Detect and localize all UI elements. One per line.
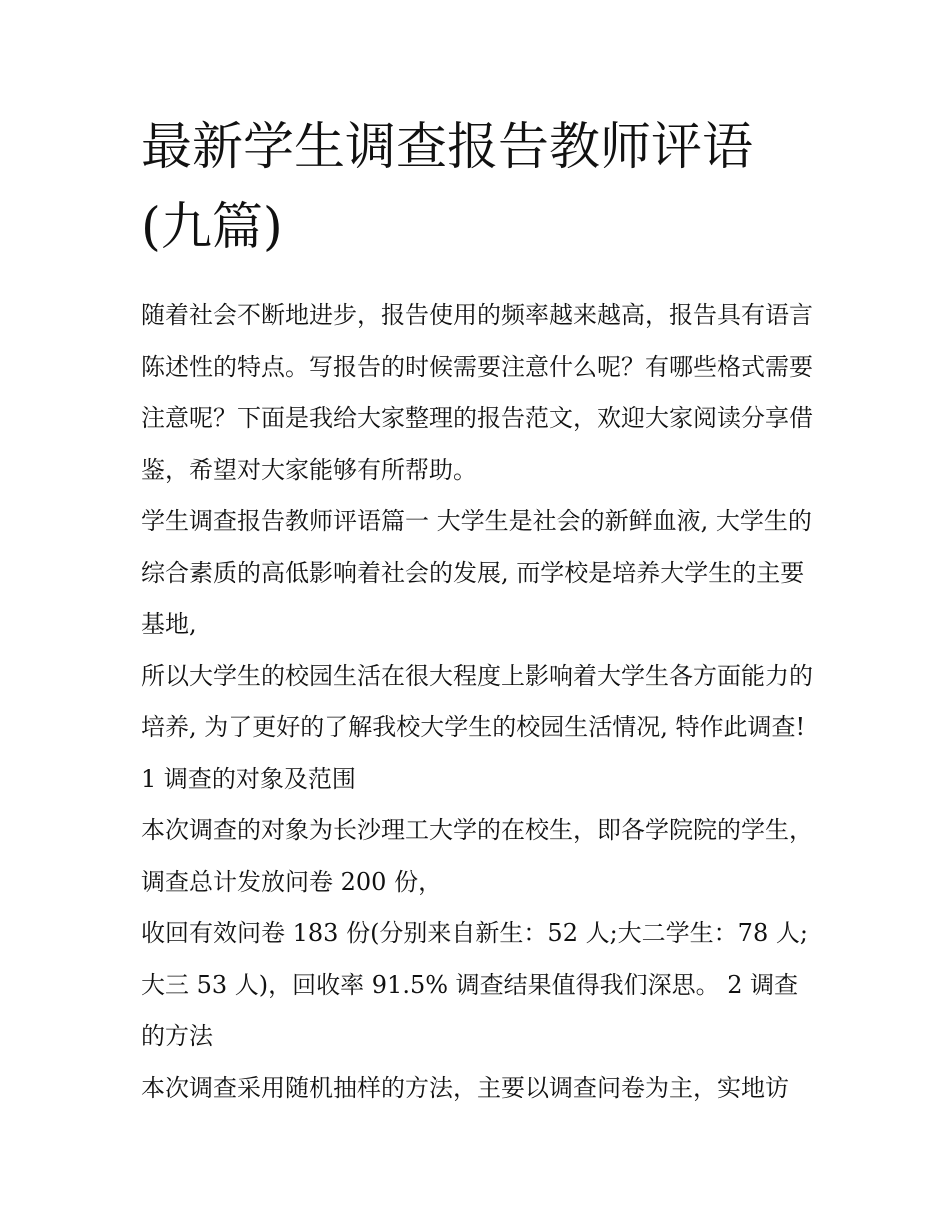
paragraph-intro: 随着社会不断地进步，报告使用的频率越来越高，报告具有语言陈述性的特点。写报告的时候需要注意什么呢？有哪些格式需要注意呢？下面是我给大家整理的报告范文，欢迎大家阅读分享借鉴，希望对大家能够有所帮助。	[141, 301, 813, 484]
paragraph-survey-scope: 本次调查的对象为长沙理工大学的在校生，即各学院院的学生，调查总计发放问卷 200 份，	[141, 816, 813, 896]
paragraph-survey-purpose: 所以大学生的校园生活在很大程度上影响着大学生各方面能力的培养, 为了更好的了解我校大学生的校园生活情况, 特作此调查! 1 调查的对象及范围	[141, 661, 813, 793]
document-body	[141, 108, 813, 1114]
paragraph-survey-method: 本次调查采用随机抽样的方法，主要以调查问卷为主，实地访	[141, 1073, 789, 1102]
paragraph-section-one: 学生调查报告教师评语篇一 大学生是社会的新鲜血液, 大学生的综合素质的高低影响着社会的发展, 而学校是培养大学生的主要基地,	[141, 507, 812, 638]
paragraph-survey-results: 收回有效问卷 183 份(分别来自新生：52 人;大二学生：78 人;大三 53 人)，回收率 91.5% 调查结果值得我们深思。 2 调查的方法	[141, 919, 808, 1050]
page-title: 最新学生调查报告教师评语(九篇)	[141, 118, 754, 257]
